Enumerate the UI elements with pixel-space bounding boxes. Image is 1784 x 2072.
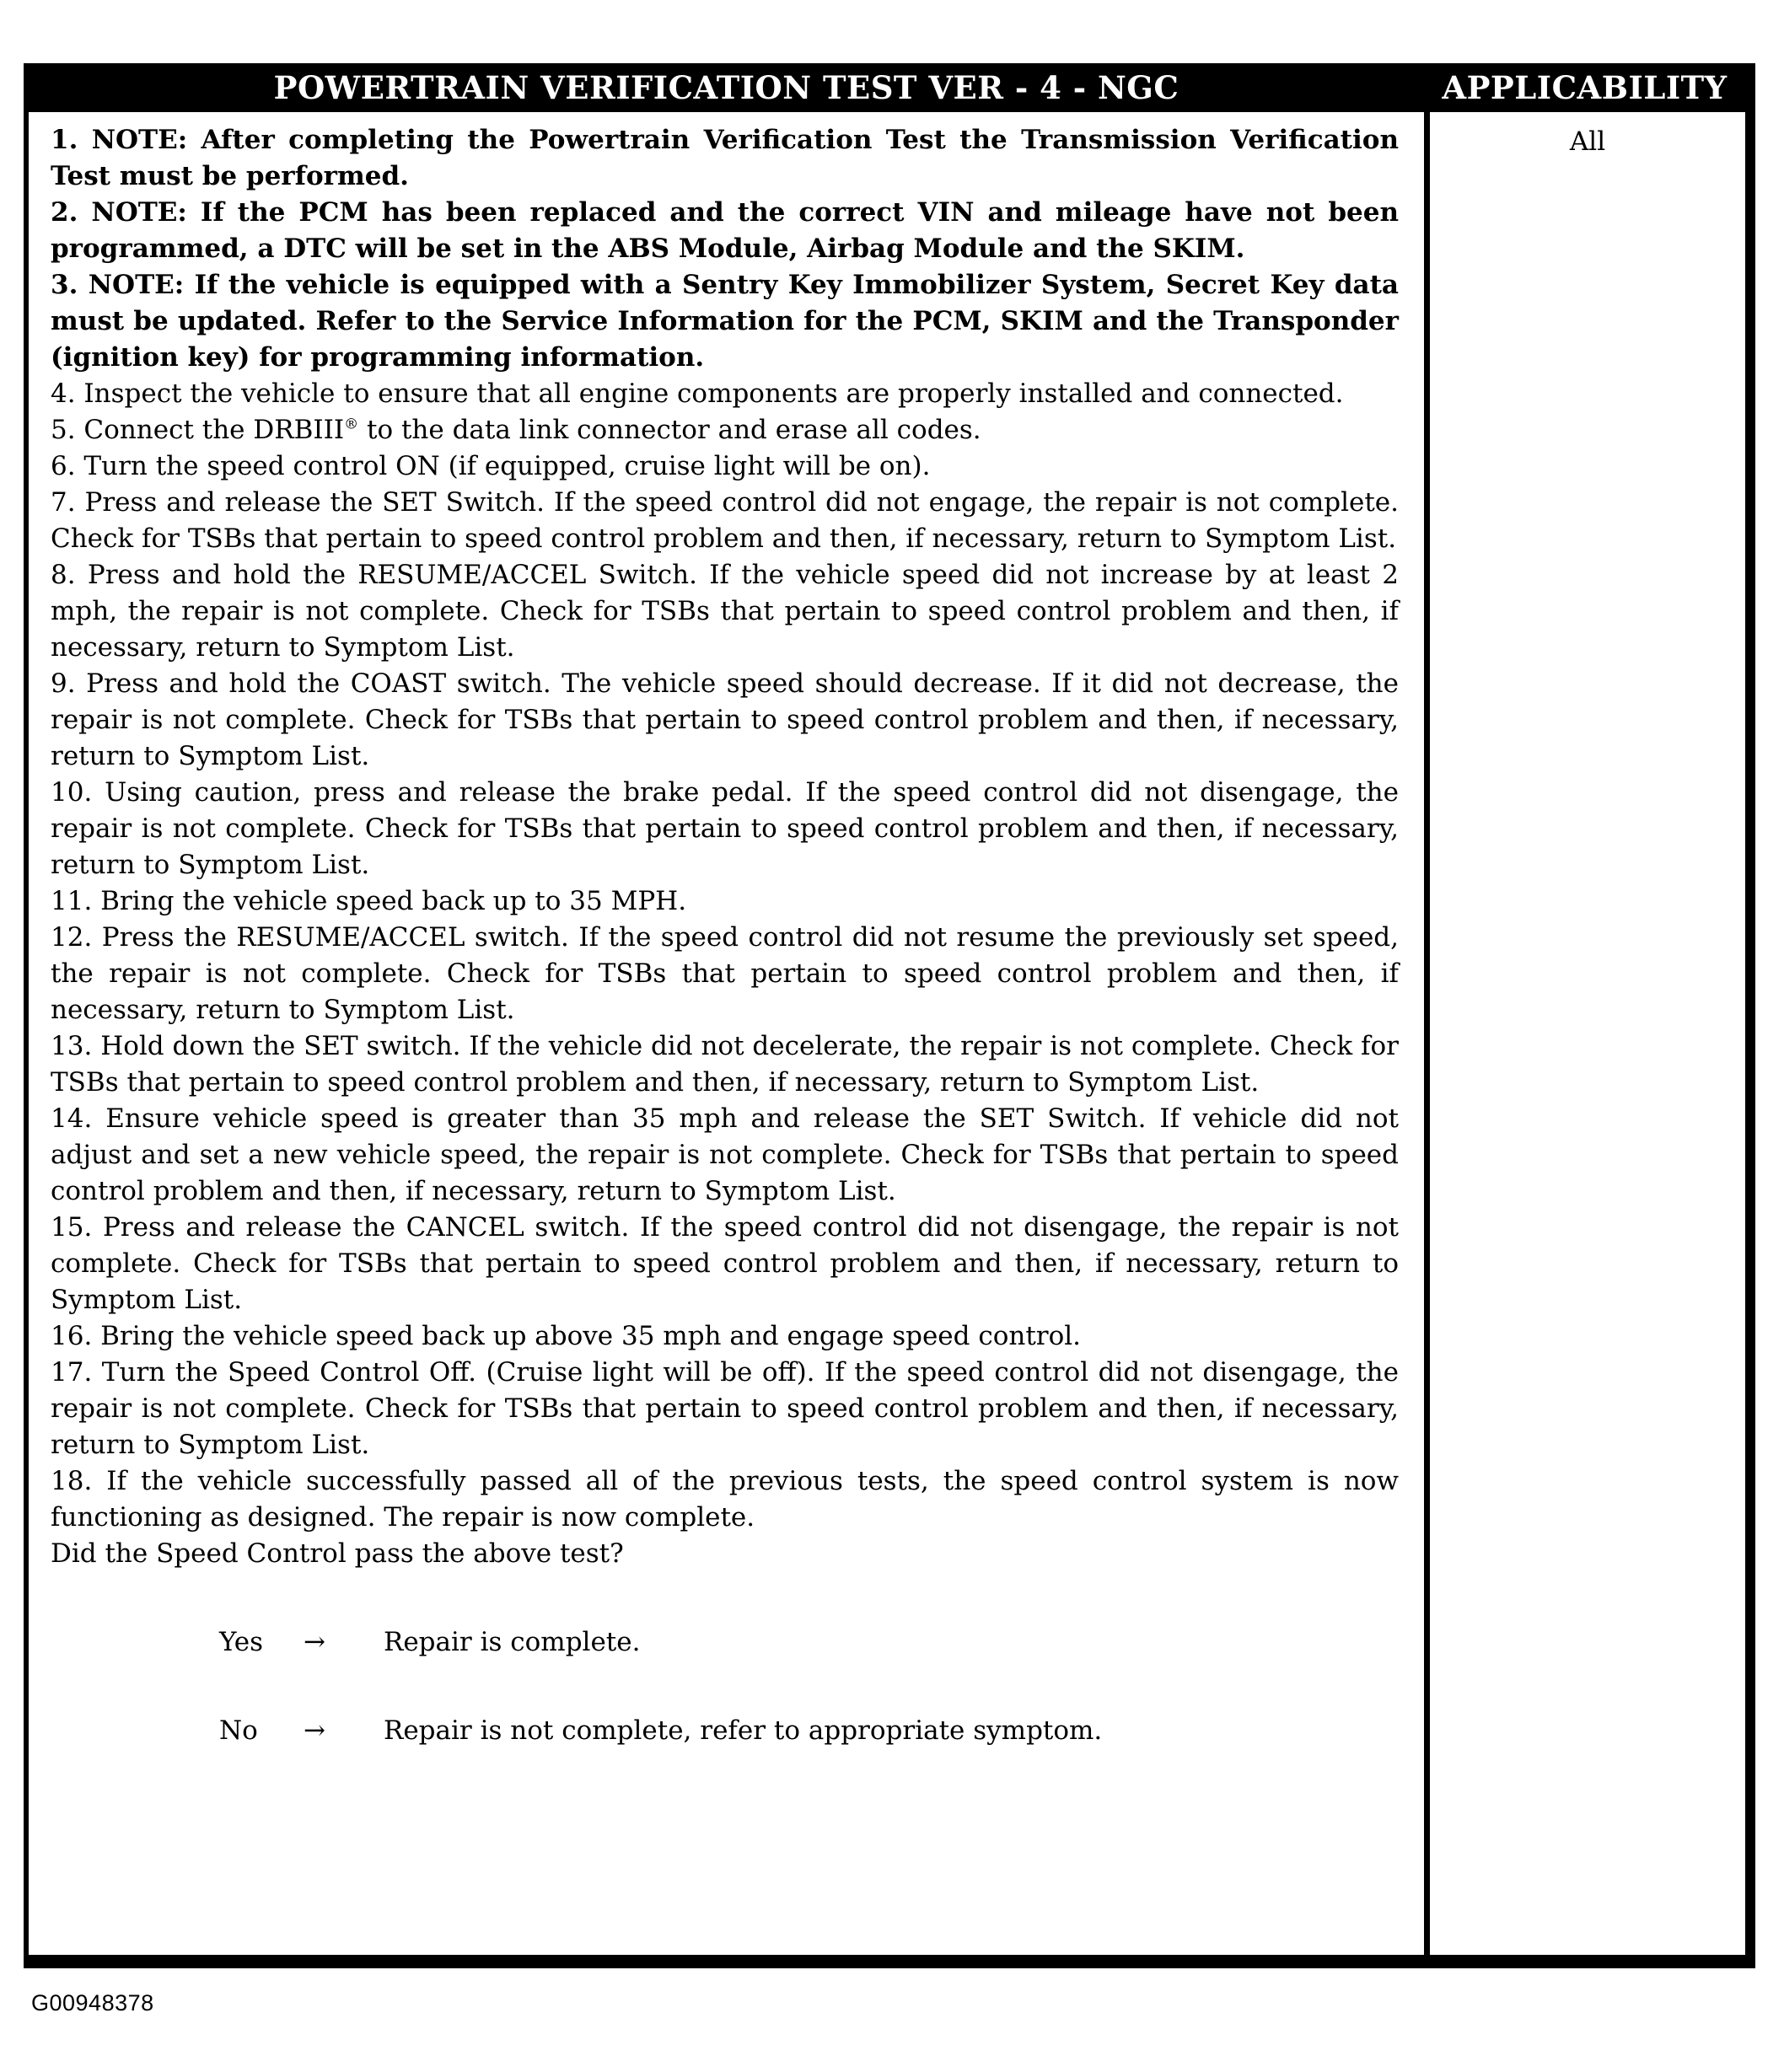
powertrain-verification-table: [24, 63, 1755, 1968]
step-text: 10. Using caution, press and release the brake pedal. If the speed control did not disengage, the repair is not complete. Check for TSBs that pertain to speed control problem and then, if necessary, return to Symptom List.: [51, 777, 1399, 880]
step-text: 8. Press and hold the RESUME/ACCEL Switch. If the vehicle speed did not increase by at least 2 mph, the repair is not complete. Check for TSBs that pertain to speed control problem and then, if necessary, return to Symptom List.: [51, 560, 1399, 663]
step-text: 15. Press and release the CANCEL switch. If the speed control did not disengage, the repair is not complete. Check for TSBs that pertain to speed control problem and then, if necessary, return to Symptom List.: [51, 1212, 1399, 1315]
table-body-row: [29, 112, 1745, 1955]
step-text: 11. Bring the vehicle speed back up to 35 MPH.: [51, 886, 687, 916]
steps-list: [51, 122, 1399, 1536]
outcome-no-label: No: [219, 1715, 258, 1746]
step-text: 3. NOTE: If the vehicle is equipped with a Sentry Key Immobilizer System, Secret Key data must be updated. Refer to the Service Information for the PCM, SKIM and the Transponder (ignition key) for programming information.: [51, 270, 1399, 373]
outcome-yes-result: Repair is complete.: [384, 1627, 641, 1657]
step-text: 2. NOTE: If the PCM has been replaced and the correct VIN and mileage have not been programmed, a DTC will be set in the ABS Module, Airbag Module and the SKIM.: [51, 197, 1399, 264]
right-arrow-icon: →: [304, 1715, 325, 1746]
table-title: POWERTRAIN VERIFICATION TEST VER - 4 - NGC: [273, 69, 1179, 106]
step-text: 5. Connect the DRBIII® to the data link connector and erase all codes.: [51, 415, 981, 445]
procedure-cell: [29, 112, 1424, 1955]
registered-trademark-icon: ®: [344, 416, 359, 433]
outcome-no-result: Repair is not complete, refer to appropriate symptom.: [384, 1715, 1103, 1746]
outcome-yes: [219, 1624, 1399, 1661]
step-text: 14. Ensure vehicle speed is greater than 35 mph and release the SET Switch. If vehicle did not adjust and set a new vehicle speed, the repair is not complete. Check for TSBs that pertain to speed control problem and then, if necessary, return to Symptom List.: [51, 1103, 1399, 1206]
step-text: 13. Hold down the SET switch. If the vehicle did not decelerate, the repair is not complete. Check for TSBs that pertain to speed control problem and then, if necessary, return to Symptom List.: [51, 1031, 1399, 1098]
applicability-value: All: [1569, 126, 1606, 157]
applicability-header: APPLICABILITY: [1442, 69, 1728, 106]
right-arrow-icon: →: [304, 1627, 325, 1657]
step-text: 6. Turn the speed control ON (if equipped, cruise light will be on).: [51, 451, 931, 481]
step-text: 4. Inspect the vehicle to ensure that all engine components are properly installed and connected.: [51, 378, 1344, 409]
outcome-no: [219, 1713, 1399, 1749]
step-text: 18. If the vehicle successfully passed all of the previous tests, the speed control system is now functioning as designed. The repair is now complete.: [51, 1466, 1399, 1533]
step-text: 9. Press and hold the COAST switch. The vehicle speed should decrease. If it did not decrease, the repair is not complete. Check for TSBs that pertain to speed control problem and then, if necessary, return to Symptom List.: [51, 668, 1399, 771]
step-text: 12. Press the RESUME/ACCEL switch. If the speed control did not resume the previously set speed, the repair is not complete. Check for TSBs that pertain to speed control problem and then, if necessary, return to Symptom List.: [51, 922, 1399, 1025]
step-text: 7. Press and release the SET Switch. If the speed control did not engage, the repair is not complete. Check for TSBs that pertain to speed control problem and then, if necessary, return to Symptom List.: [51, 487, 1399, 554]
step-text: 1. NOTE: After completing the Powertrain Verification Test the Transmission Verification Test must be performed.: [51, 125, 1399, 191]
applicability-cell: [1424, 112, 1745, 1955]
step-text: 17. Turn the Speed Control Off. (Cruise light will be off). If the speed control did not disengage, the repair is not complete. Check for TSBs that pertain to speed control problem and then, if necessary, return to Symptom List.: [51, 1357, 1399, 1460]
table-header-row: [29, 63, 1745, 112]
figure-id: G00948378: [31, 1990, 154, 2016]
pass-question: Did the Speed Control pass the above test?: [51, 1538, 624, 1569]
outcome-yes-label: Yes: [219, 1627, 264, 1657]
step-text: 16. Bring the vehicle speed back up above 35 mph and engage speed control.: [51, 1321, 1082, 1351]
